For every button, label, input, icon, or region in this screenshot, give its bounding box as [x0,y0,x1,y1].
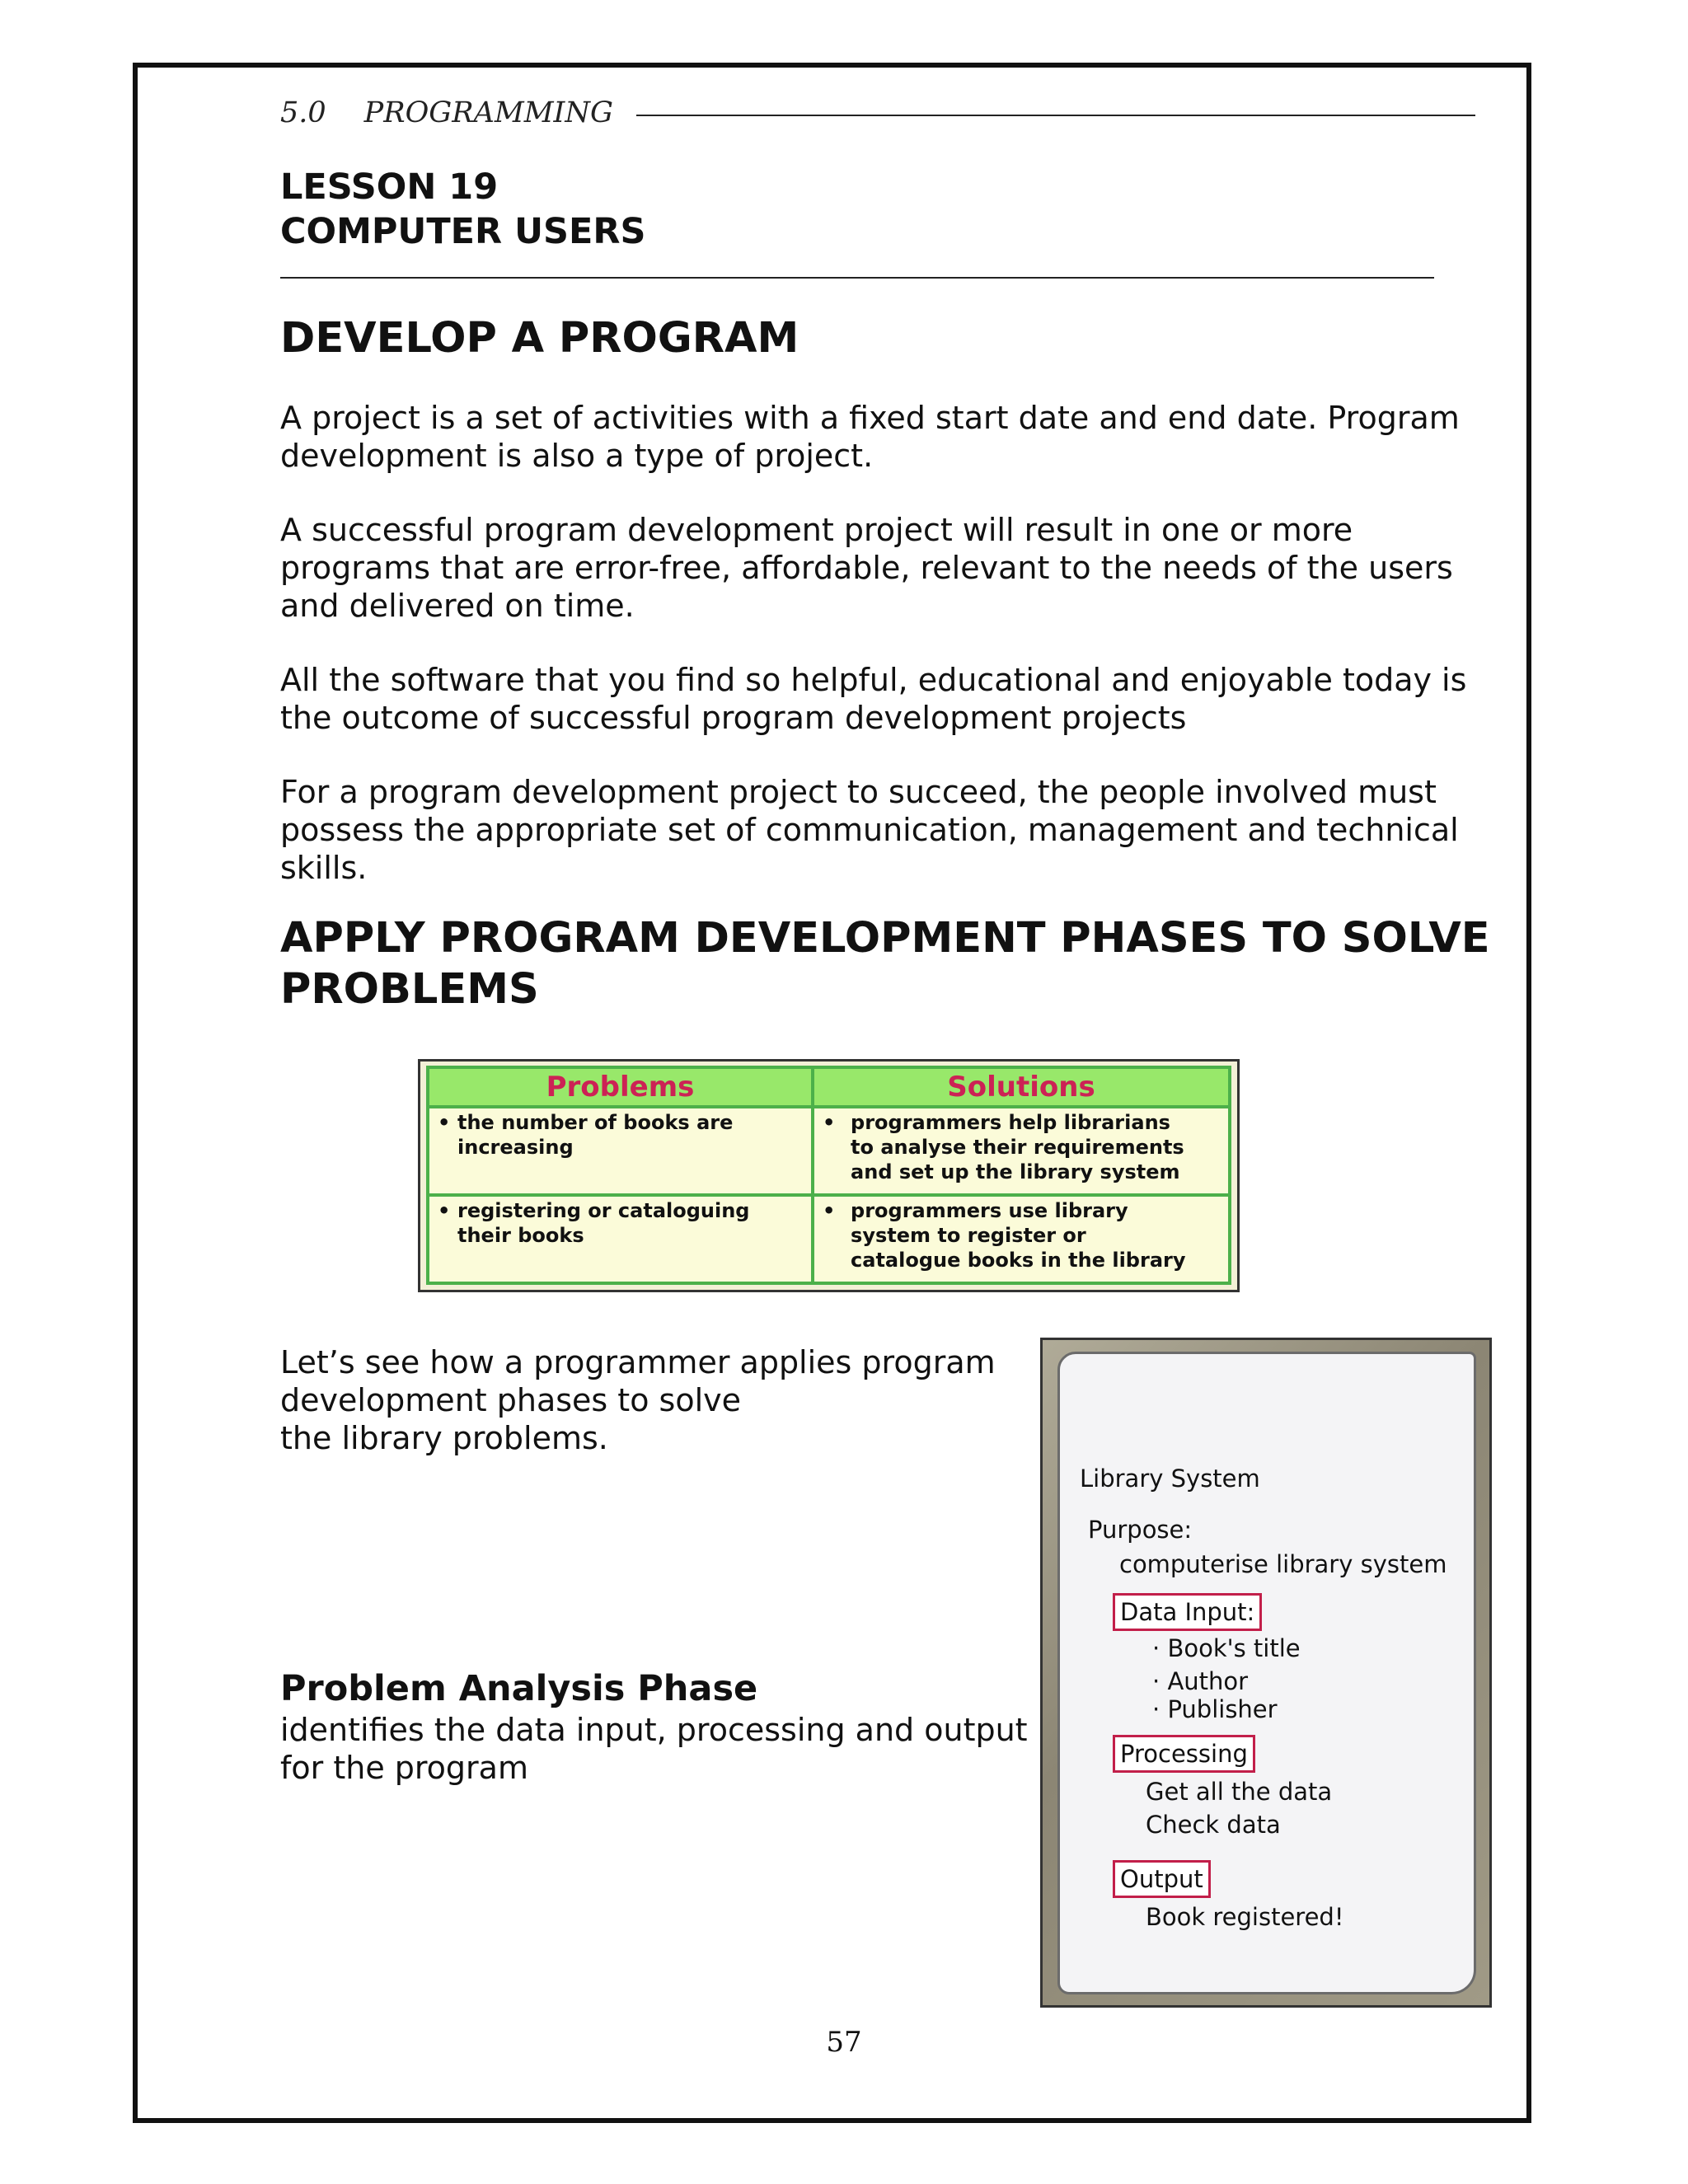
paragraph-2 [280,511,1475,625]
phase-desc-line: for the program [280,1750,528,1786]
cell-line: to analyse their requirements [851,1136,1184,1159]
solution-cell [813,1107,1230,1195]
paragraph-line: and delivered on time. [280,588,635,624]
lesson-divider [280,277,1434,279]
data-input-item: · Book's title [1152,1634,1301,1662]
cell-line: the number of books are [457,1111,734,1134]
output-label: Output [1113,1860,1211,1898]
bullet-icon: • [823,1199,836,1222]
processing-item: Check data [1146,1811,1281,1839]
library-title: Library System [1080,1465,1260,1493]
intro-line: development phases to solve [280,1382,741,1418]
table-row [428,1195,1230,1283]
section-title: PROGRAMMING [363,96,613,129]
cell-line: system to register or [851,1224,1086,1247]
column-header-solutions: Solutions [813,1067,1230,1107]
problems-solutions-table [426,1066,1231,1285]
cell-line: catalogue books in the library [851,1249,1186,1272]
processing-item: Get all the data [1146,1778,1333,1806]
solution-cell [813,1195,1230,1283]
paragraph-line: possess the appropriate set of communication, management and technical [280,812,1459,848]
purpose-label: Purpose: [1088,1516,1193,1544]
paragraph-line: the outcome of successful program development projects [280,700,1187,736]
paragraph-line: skills. [280,850,368,886]
header-rule [636,115,1475,116]
paragraph-3 [280,661,1475,737]
running-header [280,92,1475,134]
phase-description [280,1711,1039,1787]
phase-title: Problem Analysis Phase [280,1668,758,1709]
develop-heading: DEVELOP A PROGRAM [280,314,799,363]
cell-line: their books [457,1224,584,1247]
paragraph-4 [280,773,1475,887]
page-number: 57 [826,2026,862,2059]
problems-solutions-figure [418,1059,1240,1292]
bullet-icon: • [438,1199,451,1222]
paragraph-line: development is also a type of project. [280,438,874,474]
problem-cell [428,1195,813,1283]
data-input-item: · Author [1152,1667,1249,1695]
processing-label: Processing [1113,1735,1255,1773]
lesson-heading [280,165,645,254]
apply-heading-line: APPLY PROGRAM DEVELOPMENT PHASES TO SOLVE [280,914,1490,963]
paragraph-line: All the software that you find so helpful, educational and enjoyable today is [280,662,1467,698]
intro-line: Let’s see how a programmer applies program [280,1344,996,1380]
purpose-text: computerise library system [1119,1550,1447,1578]
lesson-number: LESSON 19 [280,166,499,208]
cell-line: programmers help librarians [851,1111,1170,1134]
bullet-icon: • [823,1111,836,1134]
paragraph-line: A project is a set of activities with a fixed start date and end date. Program [280,400,1460,436]
cell-line: programmers use library [851,1199,1128,1222]
table-row [428,1107,1230,1195]
intro-line: the library problems. [280,1420,608,1456]
data-input-item-text: Book's title [1167,1634,1301,1662]
cell-line: increasing [457,1136,574,1159]
paragraph-line: For a program development project to succeed, the people involved must [280,774,1437,810]
paper-sheet [1057,1352,1476,1994]
apply-heading [280,913,1490,1015]
output-text: Book registered! [1146,1903,1344,1931]
intro-text [280,1343,1006,1457]
section-number: 5.0 [280,96,326,129]
cell-line: registering or cataloguing [457,1199,750,1222]
library-system-figure [1040,1338,1492,2008]
problem-cell [428,1107,813,1195]
cell-line: and set up the library system [851,1160,1180,1183]
apply-heading-line: PROBLEMS [280,965,539,1014]
lesson-title: COMPUTER USERS [280,211,646,252]
data-input-label: Data Input: [1113,1593,1262,1631]
column-header-problems: Problems [428,1067,813,1107]
phase-desc-line: identifies the data input, processing and output [280,1712,1028,1748]
paragraph-line: programs that are error-free, affordable, relevant to the needs of the users [280,550,1453,586]
data-input-item-text: Author [1167,1667,1249,1695]
paragraph-1 [280,399,1475,475]
paragraph-line: A successful program development project will result in one or more [280,512,1353,548]
bullet-icon: • [438,1111,451,1134]
data-input-item: · Publisher [1152,1695,1278,1723]
data-input-item-text: Publisher [1167,1695,1278,1723]
